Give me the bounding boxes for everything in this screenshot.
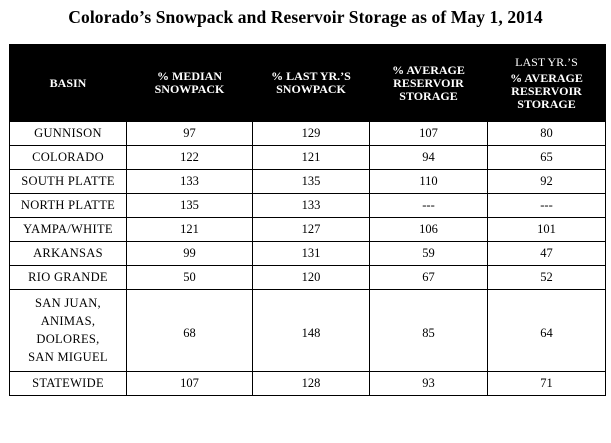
cell-avg-reservoir: 106 — [370, 218, 488, 242]
cell-last-yr-snowpack: 121 — [253, 146, 370, 170]
cell-median-snowpack: 97 — [127, 122, 253, 146]
cell-median-snowpack: 68 — [127, 290, 253, 372]
table-row — [10, 122, 606, 146]
cell-median-snowpack: 121 — [127, 218, 253, 242]
header-last-yr-prefix: LAST YR.’S — [515, 54, 578, 69]
cell-last-yr-snowpack: 128 — [253, 372, 370, 396]
basin-name-line: ANIMAS, — [40, 314, 96, 328]
cell-basin — [10, 146, 127, 170]
cell-last-yr-avg-reservoir: 92 — [488, 170, 606, 194]
cell-avg-reservoir: --- — [370, 194, 488, 218]
table-body — [10, 122, 606, 396]
cell-basin — [10, 218, 127, 242]
cell-last-yr-avg-reservoir: 64 — [488, 290, 606, 372]
header-avg-reservoir: % AVERAGE RESERVOIR STORAGE — [370, 45, 488, 122]
cell-basin — [10, 372, 127, 396]
cell-median-snowpack: 133 — [127, 170, 253, 194]
cell-last-yr-snowpack: 129 — [253, 122, 370, 146]
basin-name-line: YAMPA/WHITE — [23, 222, 113, 236]
table-row — [10, 266, 606, 290]
basin-name-line: GUNNISON — [34, 126, 102, 140]
basin-name-line: SOUTH PLATTE — [21, 174, 115, 188]
basin-name-line: DOLORES, — [36, 332, 100, 346]
cell-avg-reservoir: 110 — [370, 170, 488, 194]
table-row — [10, 170, 606, 194]
cell-median-snowpack: 122 — [127, 146, 253, 170]
cell-median-snowpack: 107 — [127, 372, 253, 396]
cell-last-yr-avg-reservoir: 101 — [488, 218, 606, 242]
cell-basin — [10, 122, 127, 146]
basin-name-line: NORTH PLATTE — [20, 198, 116, 212]
cell-last-yr-avg-reservoir: 80 — [488, 122, 606, 146]
basin-name-line: SAN MIGUEL — [28, 350, 108, 364]
cell-avg-reservoir: 93 — [370, 372, 488, 396]
cell-median-snowpack: 135 — [127, 194, 253, 218]
cell-avg-reservoir: 107 — [370, 122, 488, 146]
cell-last-yr-avg-reservoir: 71 — [488, 372, 606, 396]
table-row — [10, 194, 606, 218]
cell-last-yr-avg-reservoir: 52 — [488, 266, 606, 290]
cell-basin — [10, 290, 127, 372]
header-last-yr-snowpack: % LAST YR.’S SNOWPACK — [253, 45, 370, 122]
cell-last-yr-snowpack: 133 — [253, 194, 370, 218]
cell-last-yr-snowpack: 135 — [253, 170, 370, 194]
cell-last-yr-snowpack: 131 — [253, 242, 370, 266]
basin-name-line: STATEWIDE — [32, 376, 104, 390]
basin-name-line: RIO GRANDE — [28, 270, 108, 284]
cell-median-snowpack: 99 — [127, 242, 253, 266]
basin-name-line: ARKANSAS — [33, 246, 103, 260]
table-row — [10, 218, 606, 242]
cell-last-yr-snowpack: 120 — [253, 266, 370, 290]
cell-last-yr-snowpack: 148 — [253, 290, 370, 372]
table-header-row — [10, 45, 606, 122]
header-last-yr-avg-reservoir-label: % AVERAGE RESERVOIR STORAGE — [510, 70, 583, 111]
cell-avg-reservoir: 94 — [370, 146, 488, 170]
cell-basin — [10, 242, 127, 266]
header-basin: BASIN — [10, 45, 127, 122]
snowpack-table — [9, 44, 606, 396]
cell-avg-reservoir: 59 — [370, 242, 488, 266]
basin-name-line: SAN JUAN, — [35, 296, 101, 310]
cell-median-snowpack: 50 — [127, 266, 253, 290]
cell-last-yr-snowpack: 127 — [253, 218, 370, 242]
table-row — [10, 372, 606, 396]
header-last-yr-avg-reservoir — [488, 45, 606, 122]
cell-last-yr-avg-reservoir: 65 — [488, 146, 606, 170]
cell-last-yr-avg-reservoir: 47 — [488, 242, 606, 266]
cell-avg-reservoir: 85 — [370, 290, 488, 372]
table-row — [10, 290, 606, 372]
cell-basin — [10, 170, 127, 194]
header-median-snowpack: % MEDIAN SNOWPACK — [127, 45, 253, 122]
cell-avg-reservoir: 67 — [370, 266, 488, 290]
cell-basin — [10, 266, 127, 290]
table-row — [10, 242, 606, 266]
cell-last-yr-avg-reservoir: --- — [488, 194, 606, 218]
cell-basin — [10, 194, 127, 218]
basin-name-line: COLORADO — [32, 150, 104, 164]
table-row — [10, 146, 606, 170]
page-title: Colorado’s Snowpack and Reservoir Storage as of May 1, 2014 — [68, 7, 543, 27]
